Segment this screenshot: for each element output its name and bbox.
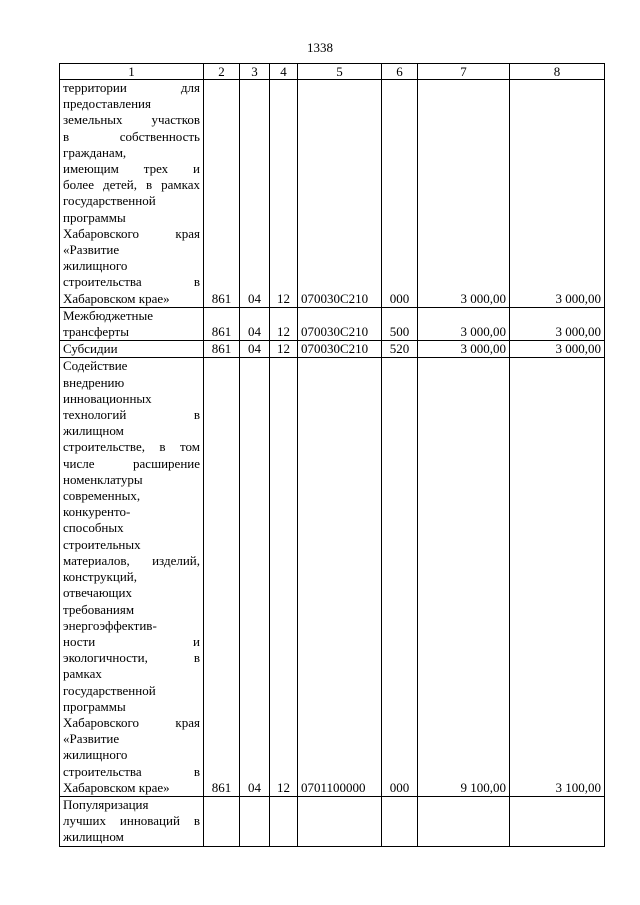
row-name-line: конструкций, <box>63 569 137 585</box>
row-name-line: требованиям <box>63 601 135 617</box>
row-name-cell <box>60 307 204 340</box>
section-cell: 04 <box>240 341 270 358</box>
amount-1-cell: 3 000,00 <box>418 341 510 358</box>
table-row <box>60 80 605 308</box>
row-name-line: программы <box>63 209 126 225</box>
subsection-cell: 12 <box>270 307 298 340</box>
row-name-line: предоставления <box>63 96 151 112</box>
amount-1-cell: 9 100,00 <box>418 358 510 796</box>
header-cell-target-article: 5 <box>298 64 382 80</box>
target-article-cell: 070030С210 <box>298 307 382 340</box>
row-name-line: отвечающих <box>63 585 133 601</box>
row-name-line: рамках <box>63 666 102 682</box>
amount-2-cell: 3 000,00 <box>510 80 605 308</box>
amount-2-cell: 3 100,00 <box>510 358 605 796</box>
table-row <box>60 307 605 340</box>
table-row <box>60 358 605 796</box>
row-name-line: земельных участков <box>63 112 200 128</box>
row-name-line: имеющим трех и <box>63 161 200 177</box>
header-row <box>60 64 605 80</box>
row-name-line: Хабаровского края <box>63 714 200 730</box>
row-name-line: жилищном <box>63 829 124 845</box>
header-cell-name: 1 <box>60 64 204 80</box>
row-name-line: энергоэффектив- <box>63 617 157 633</box>
header-cell-section: 3 <box>240 64 270 80</box>
section-cell: 04 <box>240 307 270 340</box>
table-row <box>60 796 605 846</box>
section-cell: 04 <box>240 358 270 796</box>
row-name-line: ности и <box>63 633 200 649</box>
row-name-line: инновационных <box>63 390 152 406</box>
row-name-cell <box>60 796 204 846</box>
grbs-cell <box>204 796 240 846</box>
grbs-cell: 861 <box>204 341 240 358</box>
row-name-line: трансферты <box>63 324 129 340</box>
row-name-line: более детей, в рамках <box>63 177 200 193</box>
row-name-line: строительных <box>63 536 141 552</box>
row-name-cell <box>60 80 204 308</box>
row-name-line: жилищном <box>63 423 124 439</box>
row-name-line: жилищного <box>63 258 128 274</box>
subsection-cell: 12 <box>270 341 298 358</box>
row-name-line: Содействие <box>63 358 128 374</box>
row-name-line: государственной <box>63 682 156 698</box>
header-cell-grbs: 2 <box>204 64 240 80</box>
row-name-cell <box>60 358 204 796</box>
row-name-line: Хабаровском крае» <box>63 290 170 306</box>
row-name-line: лучших инноваций в <box>63 813 200 829</box>
row-name-line: современных, <box>63 488 141 504</box>
row-name-line: Хабаровского края <box>63 225 200 241</box>
header-cell-amount-1: 7 <box>418 64 510 80</box>
table-row <box>60 341 605 358</box>
amount-2-cell: 3 000,00 <box>510 341 605 358</box>
row-name-line: «Развитие <box>63 731 120 747</box>
row-name-line: технологий в <box>63 407 200 423</box>
expense-type-cell: 520 <box>382 341 418 358</box>
row-name-line: Субсидии <box>63 341 118 357</box>
row-name-cell <box>60 341 204 358</box>
amount-1-cell: 3 000,00 <box>418 80 510 308</box>
row-name-line: внедрению <box>63 374 125 390</box>
expense-type-cell: 500 <box>382 307 418 340</box>
row-name-line: экологичности, в <box>63 650 200 666</box>
row-name-line: материалов, изделий, <box>63 552 200 568</box>
grbs-cell: 861 <box>204 307 240 340</box>
amount-2-cell <box>510 796 605 846</box>
section-cell <box>240 796 270 846</box>
subsection-cell: 12 <box>270 358 298 796</box>
header-cell-subsection: 4 <box>270 64 298 80</box>
amount-1-cell <box>418 796 510 846</box>
row-name-line: номенклатуры <box>63 471 143 487</box>
row-name-line: Межбюджетные <box>63 307 153 323</box>
budget-table <box>59 63 605 847</box>
page-number: 1338 <box>307 40 333 55</box>
row-name-line: строительстве, в том <box>63 439 200 455</box>
grbs-cell: 861 <box>204 80 240 308</box>
header-cell-expense-type: 6 <box>382 64 418 80</box>
target-article-cell: 070030С210 <box>298 80 382 308</box>
row-name-line: государственной <box>63 193 156 209</box>
row-name-line: жилищного <box>63 747 128 763</box>
row-name-line: гражданам, <box>63 144 127 160</box>
amount-1-cell: 3 000,00 <box>418 307 510 340</box>
target-article-cell <box>298 796 382 846</box>
expense-type-cell <box>382 796 418 846</box>
target-article-cell: 0701100000 <box>298 358 382 796</box>
row-name-line: в собственность <box>63 128 200 144</box>
row-name-line: конкуренто- <box>63 504 131 520</box>
expense-type-cell: 000 <box>382 80 418 308</box>
expense-type-cell: 000 <box>382 358 418 796</box>
row-name-line: строительства в <box>63 274 200 290</box>
row-name-line: Популяризация <box>63 796 149 812</box>
row-name-line: программы <box>63 698 126 714</box>
row-name-line: способных <box>63 520 124 536</box>
table-body <box>60 80 605 847</box>
header-cell-amount-2: 8 <box>510 64 605 80</box>
target-article-cell: 070030С210 <box>298 341 382 358</box>
grbs-cell: 861 <box>204 358 240 796</box>
subsection-cell <box>270 796 298 846</box>
row-name-line: «Развитие <box>63 242 120 258</box>
section-cell: 04 <box>240 80 270 308</box>
row-name-line: числе расширение <box>63 455 200 471</box>
subsection-cell: 12 <box>270 80 298 308</box>
row-name-line: территории для <box>63 80 200 95</box>
amount-2-cell: 3 000,00 <box>510 307 605 340</box>
row-name-line: Хабаровском крае» <box>63 779 170 795</box>
row-name-line: строительства в <box>63 763 200 779</box>
